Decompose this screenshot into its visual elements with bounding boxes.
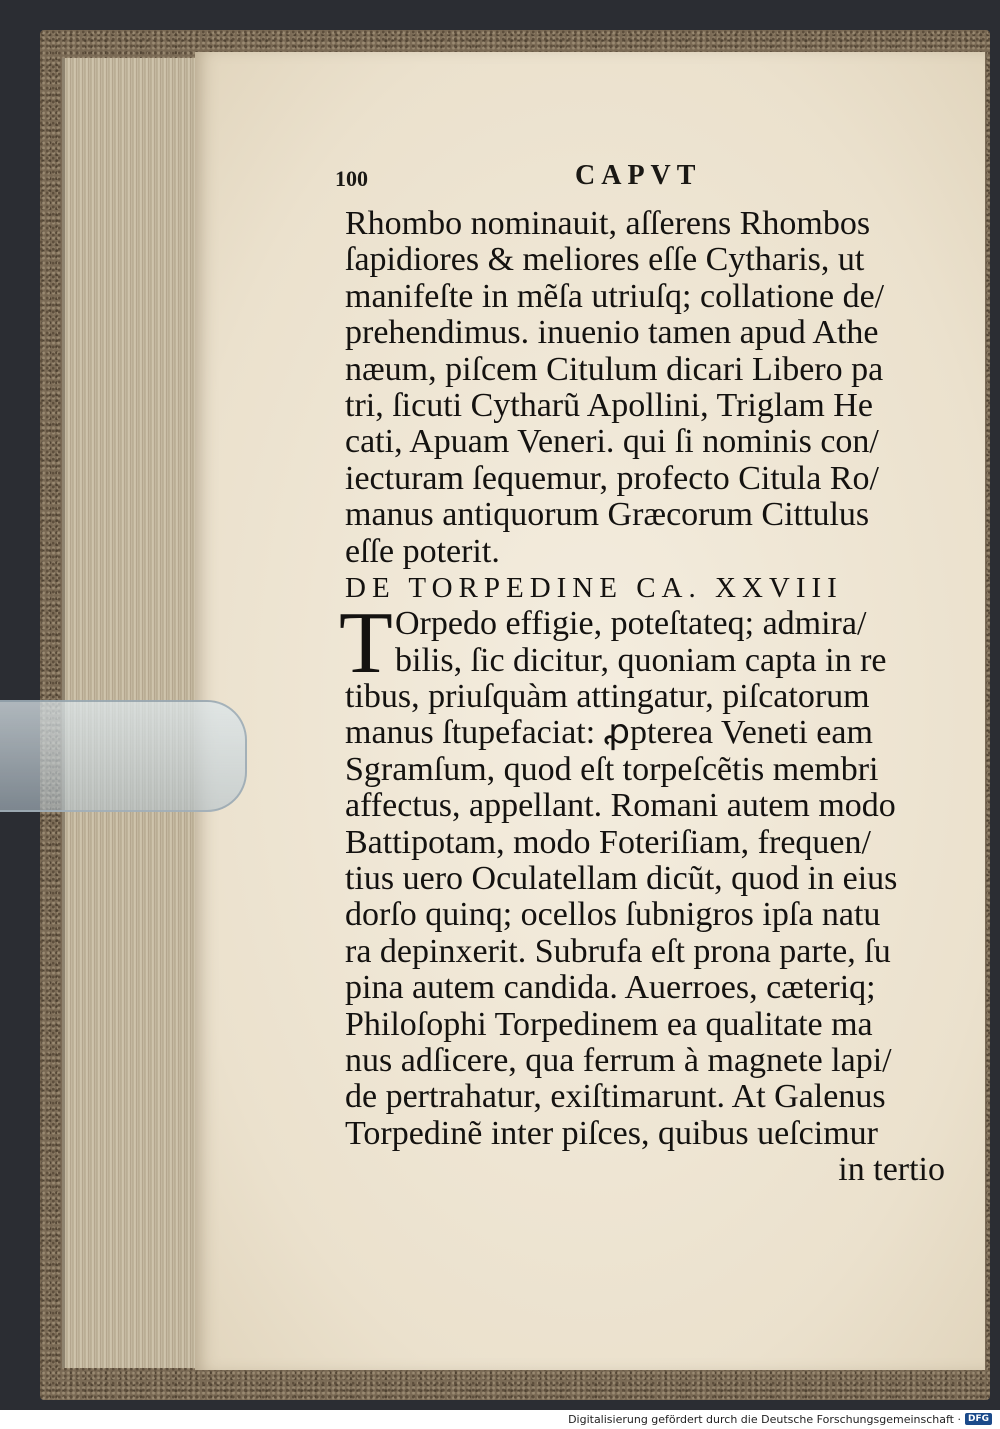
digitization-credit (568, 1411, 992, 1427)
credit-text: Digitalisierung gefördert durch die Deutsche Forschungsgemeinschaft · (568, 1412, 961, 1426)
catchword: in tertio (838, 1151, 945, 1189)
text-line: ra depinxerit. Subrufa eſt prona parte, ſu (345, 932, 891, 970)
text-line: manus antiquorum Græcorum Cittulus (345, 496, 870, 534)
text-line: tri, ſicuti Cytharũ Apollini, Triglam He (345, 386, 873, 424)
page-header (335, 160, 935, 200)
text-line: pina autem candida. Auerroes, cæteriq; (345, 969, 876, 1007)
text-line: Sgramſum, quod eſt torpeſcẽtis membri (345, 750, 879, 788)
running-head: CAPVT (575, 160, 702, 191)
text-line: Battipotam, modo Foteriſiam, frequen/ (345, 823, 871, 861)
chapter-body (339, 595, 945, 1152)
chapter-heading: DE TORPEDINE CA. XXVIII (345, 571, 843, 604)
text-line: Orpedo effigie, poteſtateq; admira/ (395, 605, 867, 643)
text-line: cati, Apuam Veneri. qui ſi nominis con/ (345, 423, 879, 461)
text-line: bilis, ſic dicitur, quoniam capta in re (395, 641, 887, 679)
text-line: de pertrahatur, exiſtimarunt. At Galenus (345, 1078, 886, 1116)
page-number: 100 (335, 166, 368, 191)
text-line: eſſe poterit. (345, 532, 500, 570)
text-line: tibus, priuſquàm attingatur, piſcatorum (345, 678, 870, 716)
text-line: dorſo quinq; ocellos ſubnigros ipſa natu (345, 896, 881, 934)
text-line: prehendimus. inuenio tamen apud Athe (345, 314, 879, 352)
text-line: manifeſte in mẽſa utriuſq; collatione de/ (345, 277, 885, 315)
text-line: Rhombo nominauit, aſſerens Rhombos (345, 205, 871, 242)
text-line: affectus, appellant. Romani autem modo (345, 787, 896, 825)
text-line: nus adſicere, qua ferrum à magnete lapi/ (345, 1041, 892, 1079)
text-line: næum, piſcem Citulum dicari Libero pa (345, 350, 884, 388)
text-line: ſapidiores & meliores eſſe Cytharis, ut (345, 241, 865, 279)
drop-capital: T (339, 595, 393, 693)
dfg-logo: DFG (965, 1413, 992, 1425)
text-line: iecturam ſequemur, profecto Citula Ro/ (345, 459, 879, 497)
text-block (339, 205, 945, 1189)
text-line: manus ſtupefaciat: ꝓpterea Veneti eam (345, 714, 873, 752)
bookmark-strip (0, 700, 247, 812)
text-line: Torpedinẽ inter piſces, quibus ueſcimur (345, 1114, 878, 1152)
text-line: Philoſophi Torpedinem ea qualitate ma (345, 1005, 873, 1043)
text-line: tius uero Oculatellam dicũt, quod in eius (345, 860, 898, 898)
